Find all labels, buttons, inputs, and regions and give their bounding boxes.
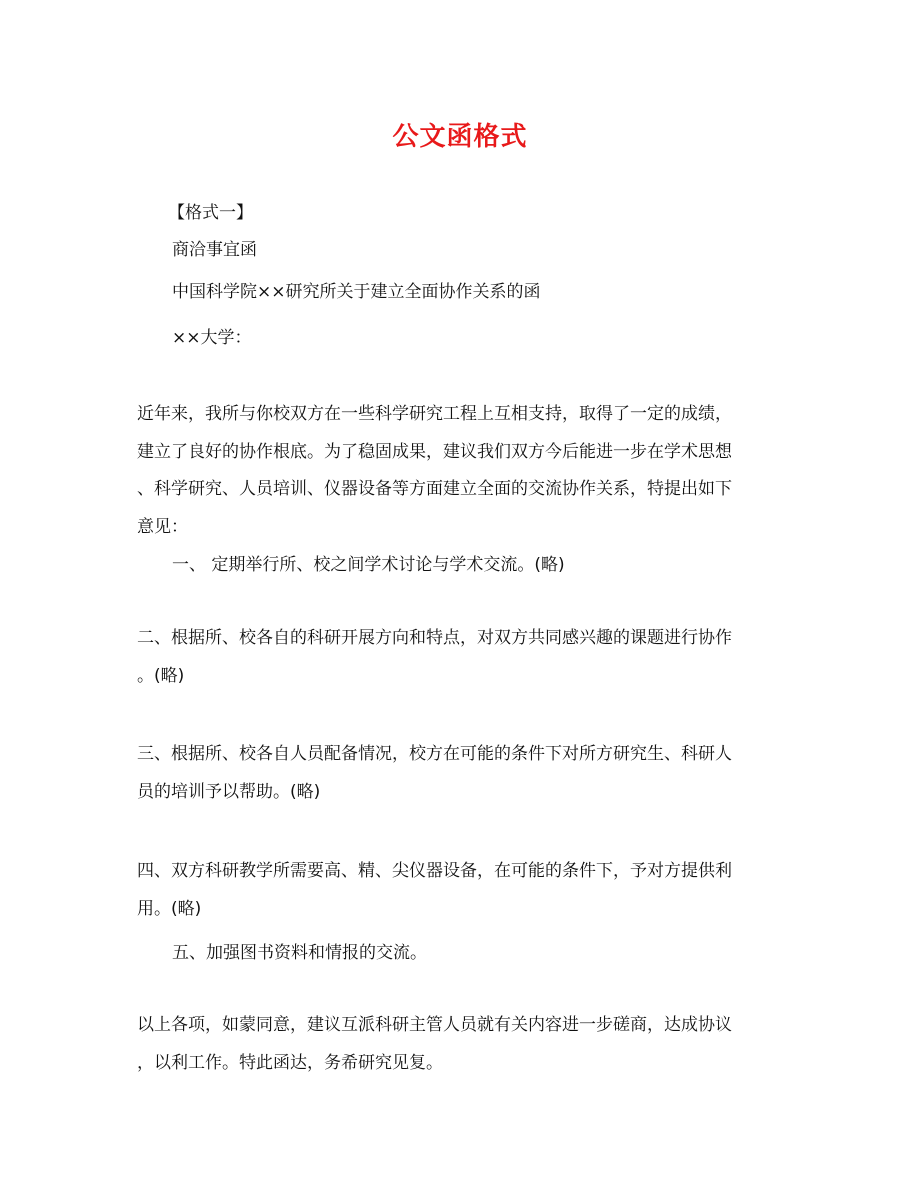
intro-line: 意见： xyxy=(137,516,188,537)
format-label: 【格式一】 xyxy=(168,203,253,223)
intro-line: 建立了良好的协作根底。为了稳固成果，建议我们双方今后能进一步在学术思想 xyxy=(137,441,732,462)
closing-line: ，以利工作。特此函达，务希研究见复。 xyxy=(137,1052,443,1073)
letter-addressee: ××大学： xyxy=(172,328,252,348)
item-five xyxy=(172,935,818,973)
item-two xyxy=(137,620,783,695)
item-two-line: 二、根据所、校各自的科研开展方向和特点，对双方共同感兴趣的课题进行协作 xyxy=(137,628,732,648)
item-two-line: 。(略) xyxy=(137,665,185,686)
intro-paragraph xyxy=(137,396,783,546)
item-four-line: 四、双方科研教学所需要高、精、尖仪器设备，在可能的条件下，予对方提供利 xyxy=(137,861,732,881)
letter-heading: 中国科学院××研究所关于建立全面协作关系的函 xyxy=(172,282,541,302)
item-five-line: 五、加强图书资料和情报的交流。 xyxy=(172,943,427,963)
intro-line: 、科学研究、人员培训、仪器设备等方面建立全面的交流协作关系，特提出如下 xyxy=(137,479,732,499)
item-four-line: 用。(略) xyxy=(137,898,202,919)
document-title: 公文函格式 xyxy=(392,122,528,152)
item-one-line: 一、 定期举行所、校之间学术讨论与学术交流。(略) xyxy=(172,555,565,575)
item-three-line: 员的培训予以帮助。(略) xyxy=(137,781,321,802)
letter-subject: 商洽事宜函 xyxy=(172,240,257,260)
closing-paragraph xyxy=(137,1007,783,1082)
intro-line: 近年来，我所与你校双方在一些科学研究工程上互相支持，取得了一定的成绩， xyxy=(137,404,732,424)
item-three-line: 三、根据所、校各自人员配备情况，校方在可能的条件下对所方研究生、科研人 xyxy=(137,744,732,764)
item-four xyxy=(137,853,783,928)
item-three xyxy=(137,736,783,811)
item-one xyxy=(172,547,818,585)
closing-line: 以上各项，如蒙同意，建议互派科研主管人员就有关内容进一步磋商，达成协议 xyxy=(137,1015,732,1035)
